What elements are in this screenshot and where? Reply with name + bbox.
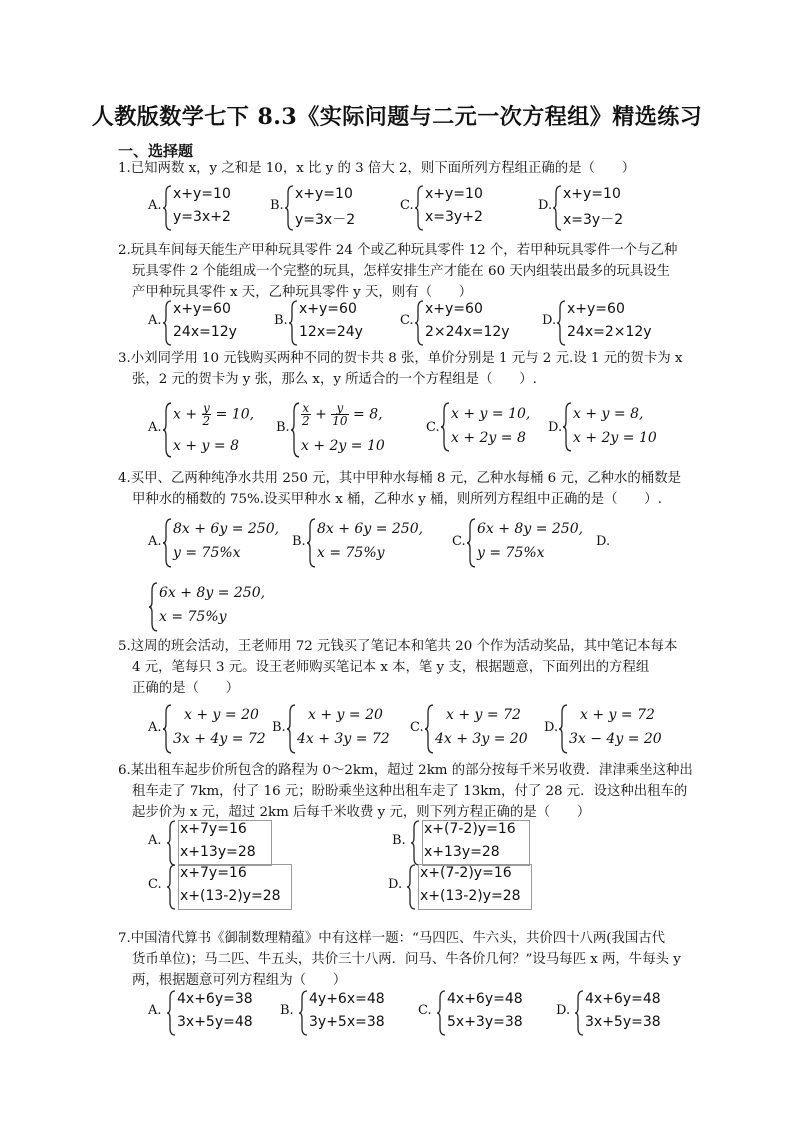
equation-2: 3x+5y=48 [177,1014,253,1030]
equation-2: y = 75%x [173,545,241,561]
question-3-line: 张，2 元的贺卡为 y 张，那么 x，y 所适合的一个方程组是（ ）. [132,372,537,387]
equation-2: 3y+5x=38 [309,1014,385,1030]
option-letter: C. [418,1003,432,1018]
option-letter: B. [272,720,286,735]
equation-2: x = 75%y [159,609,227,625]
term: x + [173,406,202,423]
equation-1: 6x + 8y = 250, [159,585,266,601]
option-letter: C. [400,198,414,213]
brace-icon [558,704,568,754]
option-letter: B. [292,534,306,549]
brace-icon [286,704,296,754]
equation-1 [301,402,383,427]
option-letter: B. [276,420,290,435]
equation-1: 4x+6y=48 [585,991,661,1007]
fraction [331,402,348,427]
question-5-line: 正确的是（ ） [132,681,240,696]
brace-icon [298,990,308,1036]
question-1 [118,158,698,179]
option-letter: B. [392,833,406,848]
equation-2: 12x=24y [299,324,363,340]
equation-2: 24x=2×12y [567,324,652,340]
equation-2: 2×24x=12y [425,324,510,340]
section-heading: 一、选择题 [118,142,194,160]
denominator: 10 [332,414,348,428]
question-7-line: 两，根据题意可列方程组为（ ） [132,973,347,988]
question-7 [118,928,698,991]
question-2 [118,240,698,303]
brace-icon [552,185,562,231]
brace-icon [162,185,172,231]
equation-1: 4y+6x=48 [309,991,385,1007]
option-letter: A. [148,1003,162,1018]
question-7-line: 货币单位)；马二匹、牛五头，共价三十八两．问马、牛各价几何？”设马每匹 x 两，牛每头 y [132,952,681,967]
question-1-text: 1.已知两数 x，y 之和是 10，x 比 y 的 3 倍大 2，则下面所列方程组正确的是（ ） [118,161,636,176]
question-6 [118,760,698,823]
equation-2: x = 75%y [317,545,385,561]
option-letter: A. [148,313,162,328]
question-5-line: 5.这周的班会活动，王老师用 72 元钱买了笔记本和笔共 20 个作为活动奖品，其中笔记本每本 [118,639,678,654]
equation-1: x+y=60 [173,301,231,317]
equation-1: x+y=10 [563,186,621,202]
brace-icon [424,704,434,754]
equation-1: x + y = 8, [573,406,644,422]
equation-2: x+(13-2)y=28 [180,888,281,904]
option-letter: D. [556,1003,571,1018]
option-letter: A. [148,833,162,848]
brace-icon [166,864,176,910]
equation-2: x=3y+2 [425,209,483,225]
option-letter: C. [400,313,414,328]
numerator: y [202,401,210,415]
brace-icon [148,582,158,632]
equation-1: x + y = 72 [446,707,521,723]
question-5 [118,636,698,699]
equation-1: x+y=60 [299,301,357,317]
equation-1: 8x + 6y = 250, [173,521,280,537]
equation-2: x + y = 8 [173,438,239,454]
option-letter: D. [542,313,557,328]
option-letter: A. [148,534,162,549]
brace-icon [410,820,420,866]
question-4-line: 4.买甲、乙两种纯净水共用 250 元，其中甲种水每桶 8 元，乙种水每桶 6 元，乙种水的桶数是 [118,471,681,486]
option-letter: C. [426,420,440,435]
option-letter: A. [148,720,162,735]
option-letter: D. [388,877,403,892]
equation-2: 4x + 3y = 20 [435,731,528,747]
equation-1: x+(7-2)y=16 [420,865,512,881]
equation-1: x + y = 20 [184,707,259,723]
equation-2: y = 75%x [477,545,545,561]
question-7-line: 7.中国清代算书《御制数理精蕴》中有这样一题：“马四匹、牛六头，共价四十八两(我国古代 [118,931,666,946]
equation-1: x+y=10 [173,186,231,202]
equation-1: 4x+6y=48 [447,991,523,1007]
equation-2: x + 2y = 8 [451,430,526,446]
brace-icon [162,704,172,754]
option-letter: D. [538,198,553,213]
question-4-line: 甲种水的桶数的 75%.设买甲种水 x 桶，乙种水 y 桶，则所列方程组中正确的是（ ）. [132,492,662,507]
equation-1: x+y=60 [425,301,483,317]
brace-icon [284,185,294,231]
denominator: 2 [302,414,310,428]
brace-icon [166,990,176,1036]
question-3 [118,348,698,390]
brace-icon [414,300,424,346]
equation-1: 8x + 6y = 250, [317,521,424,537]
equation-1: x + y = 72 [580,707,655,723]
numerator: y [331,402,348,415]
numerator: x [302,401,310,415]
brace-icon [306,518,316,568]
brace-icon [162,300,172,346]
option-letter: A. [148,420,162,435]
brace-icon [562,402,572,452]
brace-icon [162,518,172,568]
denominator: 2 [202,414,211,428]
brace-icon [166,820,176,866]
brace-icon [436,990,446,1036]
equation-1: x+y=10 [295,186,353,202]
brace-icon [414,185,424,231]
equation-1: x+y=10 [425,186,483,202]
term: = 8, [348,406,383,423]
option-letter: C. [148,877,162,892]
equation-2: y=3x+2 [173,209,231,225]
brace-icon [406,864,416,910]
fraction [301,402,311,427]
question-4 [118,468,698,510]
brace-icon [556,300,566,346]
equation-1 [173,402,254,427]
question-5-line: 4 元，笔每只 3 元。设王老师购买笔记本 x 本，笔 y 支，根据题意，下面列出的方程组 [132,660,650,675]
question-2-line: 产甲种玩具零件 x 天，乙种玩具零件 y 天，则有（ ） [132,285,473,300]
term: = 10, [211,406,255,423]
question-6-line: 起步价为 x 元，超过 2km 后每千米收费 y 元，则下列方程正确的是（ ） [132,805,591,820]
equation-2: 3x − 4y = 20 [569,731,662,747]
equation-2: 24x=12y [173,324,237,340]
equation-1: x + y = 20 [308,707,383,723]
question-6-line: 租车走了 7km，付了 16 元；盼盼乘坐这种出租车走了 13km，付了 28 元．设这种出租车的 [132,784,688,799]
question-2-line: 2.玩具车间每天能生产甲种玩具零件 24 个或乙种玩具零件 12 个，若甲种玩具零件一个与乙种 [118,243,678,258]
question-2-line: 玩具零件 2 个能组成一个完整的玩具，怎样安排生产才能在 60 天内组装出最多的玩具设生 [132,264,671,279]
equation-1: x+7y=16 [180,865,247,881]
equation-2: 3x + 4y = 72 [173,731,266,747]
equation-1: 4x+6y=38 [177,991,253,1007]
equation-2: x + 2y = 10 [573,430,657,446]
equation-2: y=3x－2 [295,212,356,228]
equation-1: x+y=60 [567,301,625,317]
equation-1: x+(7-2)y=16 [424,821,516,837]
brace-icon [466,518,476,568]
option-letter: B. [270,198,284,213]
brace-icon [574,990,584,1036]
option-letter: B. [274,313,288,328]
equation-2: 4x + 3y = 72 [297,731,390,747]
equation-2: x+13y=28 [180,844,256,860]
brace-icon [162,402,172,458]
equation-2: x + 2y = 10 [301,438,385,454]
equation-1: 6x + 8y = 250, [477,521,584,537]
equation-2: 3x+5y=38 [585,1014,661,1030]
option-letter: C. [452,534,466,549]
page-title: 人教版数学七下 8.3《实际问题与二元一次方程组》精选练习 [91,104,703,130]
option-letter: D. [544,720,559,735]
equation-1: x+7y=16 [180,821,247,837]
equation-2: x=3y－2 [563,212,624,228]
equation-2: 5x+3y=38 [447,1014,523,1030]
option-letter: D. [596,534,611,549]
option-letter: D. [548,420,563,435]
equation-1: x + y = 10, [451,406,531,422]
option-letter: B. [280,1003,294,1018]
fraction [202,402,212,427]
brace-icon [288,300,298,346]
brace-icon [440,402,450,452]
question-3-line: 3.小刘同学用 10 元钱购买两种不同的贺卡共 8 张，单价分别是 1 元与 2 元.设 1 元的贺卡为 x [118,351,683,366]
option-letter: A. [148,198,162,213]
equation-2: x+13y=28 [424,844,500,860]
question-6-line: 6.某出租车起步价所包含的路程为 0～2km，超过 2km 的部分按每千米另收费．津津乘坐这种出 [118,763,693,778]
equation-2: x+(13-2)y=28 [420,888,521,904]
term: + [310,406,332,423]
option-letter: C. [410,720,424,735]
brace-icon [290,402,300,458]
